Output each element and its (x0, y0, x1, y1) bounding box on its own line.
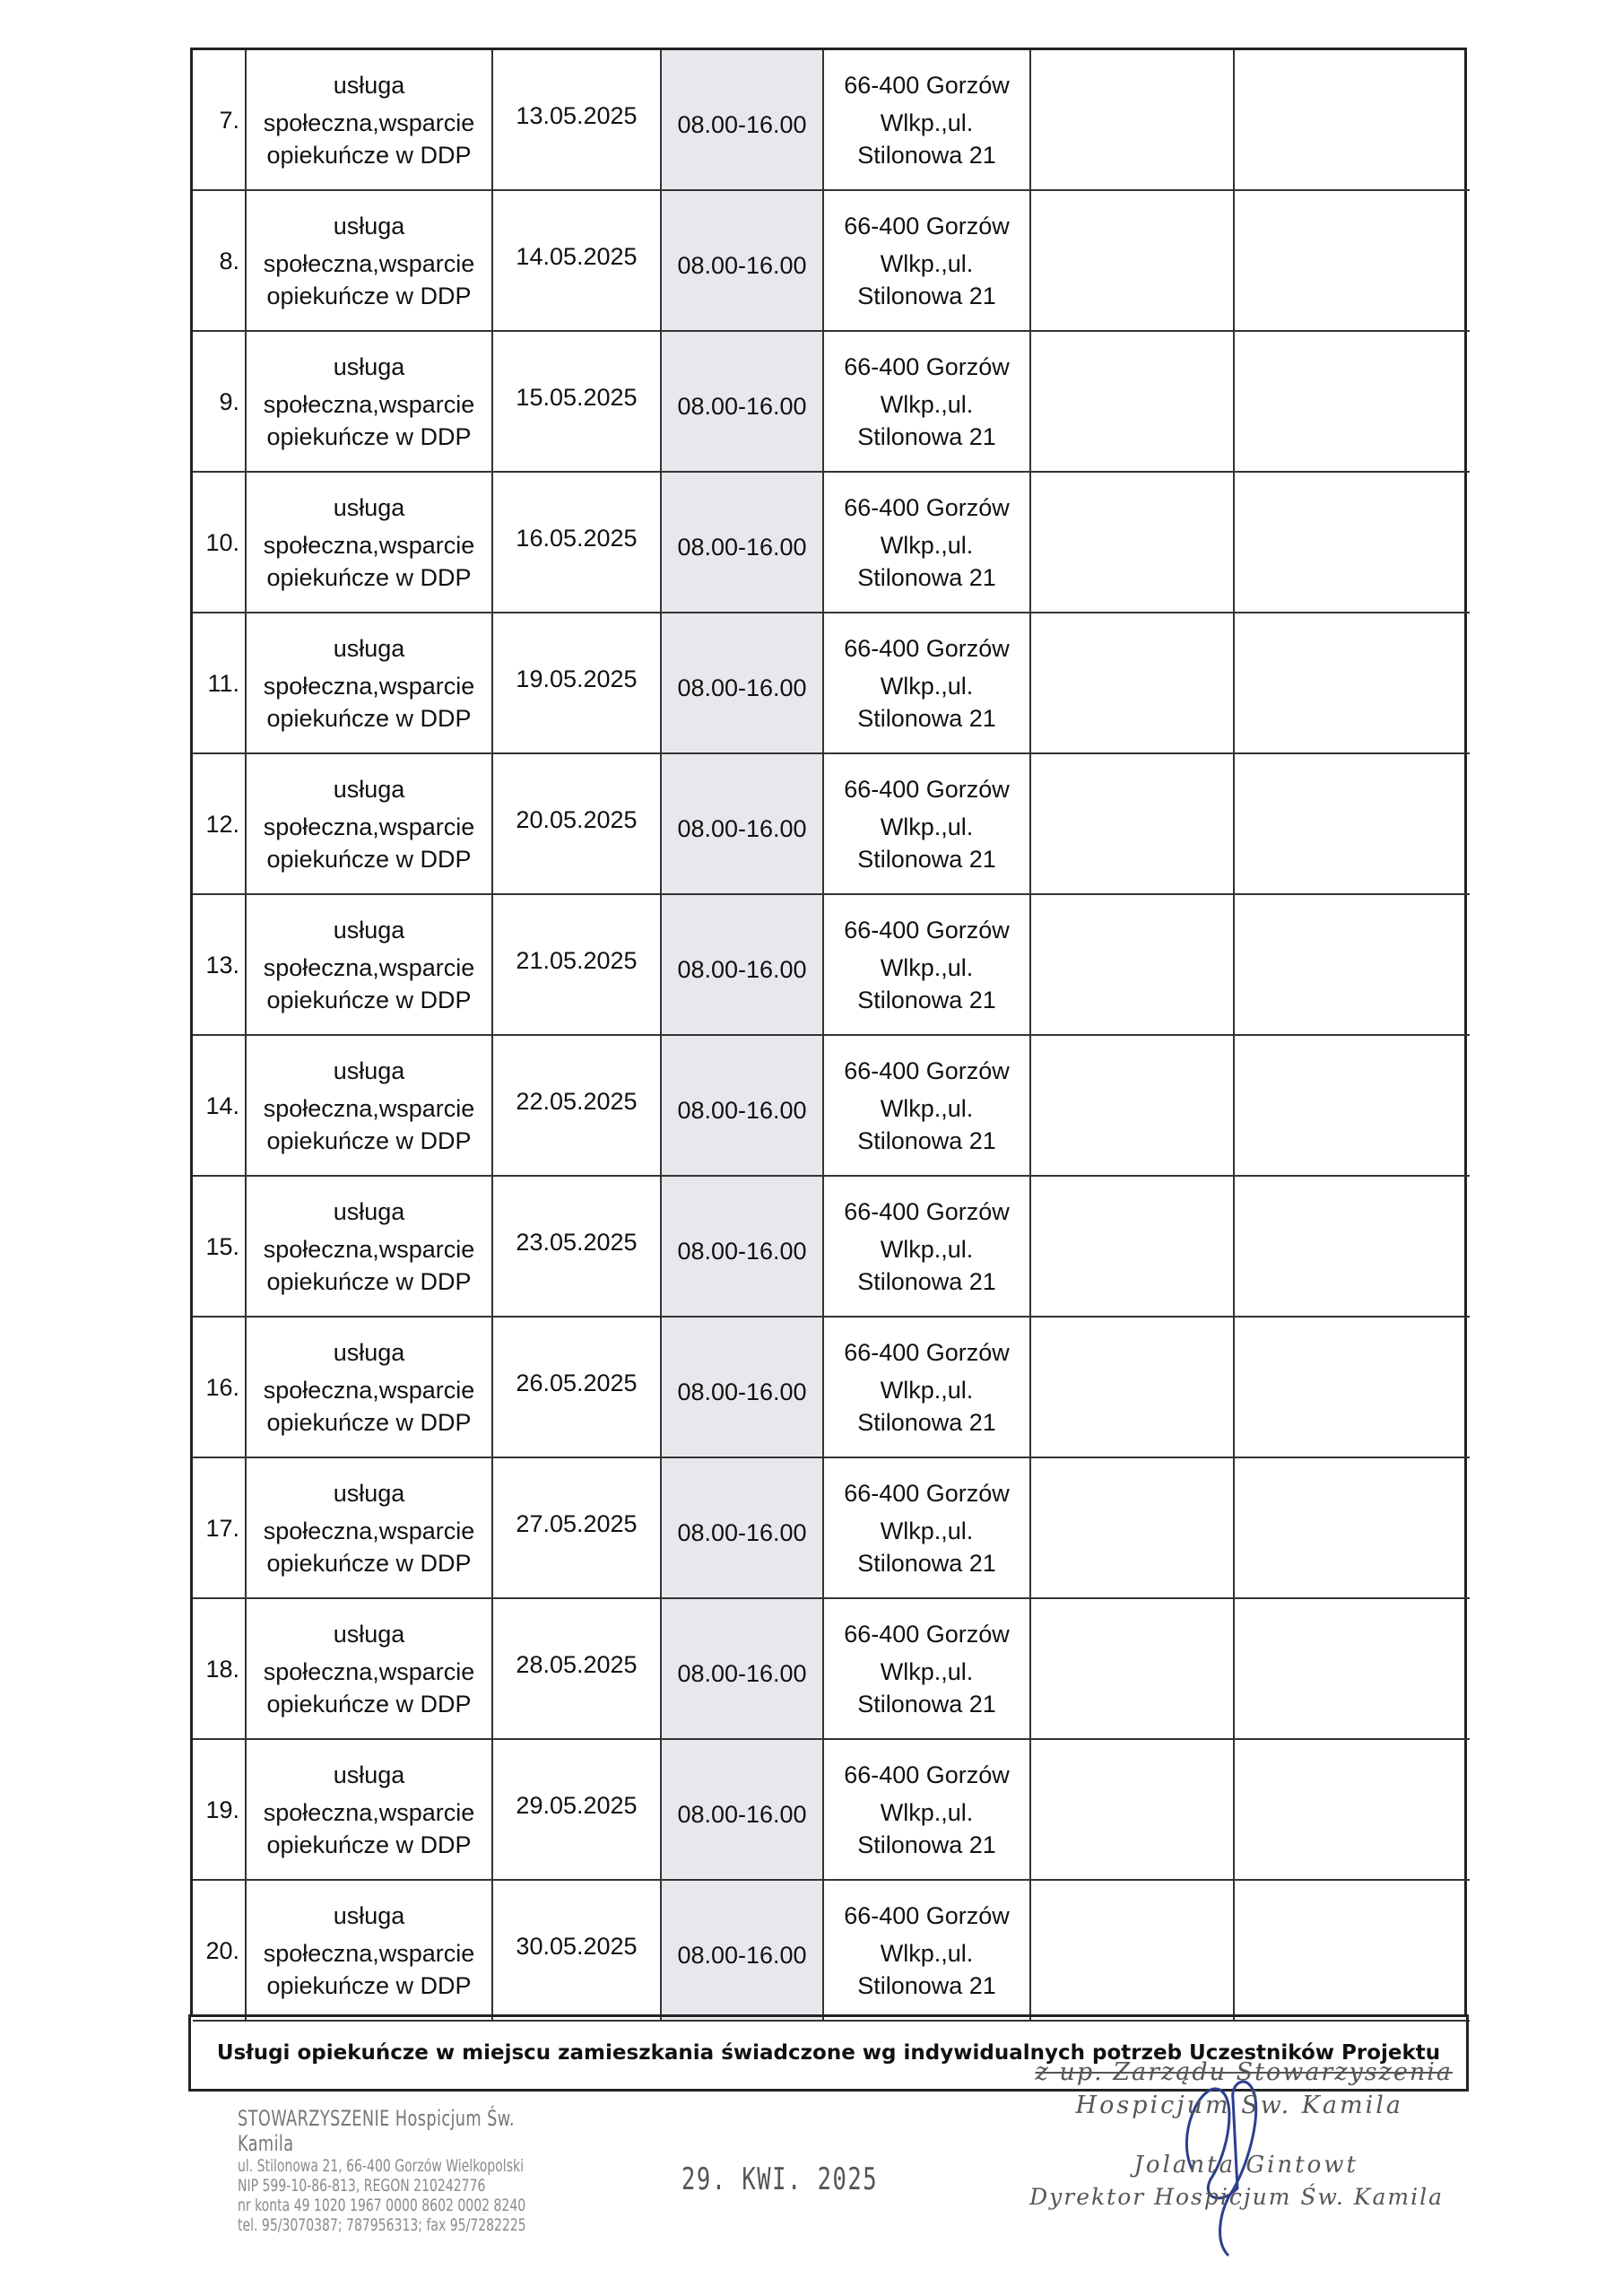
service-text-line1: usługa (333, 1197, 405, 1225)
service-text-line2: społeczna,wsparcie (263, 953, 475, 981)
empty-cell (1235, 1458, 1470, 1599)
address-line1: 66-400 Gorzów (844, 352, 1010, 380)
date-cell (493, 1036, 662, 1177)
address-cell (824, 332, 1031, 473)
stamp-phone: tel. 95/3070387; 787956313; fax 95/7282225 (238, 2215, 526, 2235)
service-text-line2: społeczna,wsparcie (263, 1376, 475, 1404)
address-line1: 66-400 Gorzów (844, 1057, 1010, 1084)
signature-line-authority: z up. Zarządu Stowarzyszenia (1035, 2058, 1453, 2086)
address-line2: Wlkp.,ul. (880, 1517, 974, 1544)
address-cell (824, 473, 1031, 613)
service-text-line3: opiekuńcze w DDP (266, 563, 472, 591)
row-number-cell (193, 1458, 247, 1599)
schedule-table (190, 48, 1467, 2014)
service-cell (247, 50, 493, 191)
service-text-line3: opiekuńcze w DDP (266, 845, 472, 873)
address-cell (824, 613, 1031, 754)
address-line3: Stilonowa 21 (857, 1549, 996, 1577)
address-line3: Stilonowa 21 (857, 1408, 996, 1436)
empty-cell (1031, 1881, 1235, 2022)
date-text: 20.05.2025 (516, 805, 638, 833)
date-text: 19.05.2025 (516, 665, 638, 692)
row-number-cell (193, 332, 247, 473)
hours-cell (662, 613, 824, 754)
empty-cell (1235, 1881, 1470, 2022)
empty-cell (1235, 1318, 1470, 1458)
hours-text: 08.00-16.00 (677, 955, 807, 983)
row-number: 10. (205, 528, 239, 556)
address-line3: Stilonowa 21 (857, 1831, 996, 1858)
address-cell (824, 1881, 1031, 2022)
service-cell (247, 191, 493, 332)
address-line3: Stilonowa 21 (857, 141, 996, 169)
service-text-line2: społeczna,wsparcie (263, 531, 475, 559)
address-line2: Wlkp.,ul. (880, 249, 974, 277)
date-cell (493, 1740, 662, 1881)
empty-cell (1235, 1177, 1470, 1318)
hours-text: 08.00-16.00 (677, 251, 807, 279)
date-text: 28.05.2025 (516, 1650, 638, 1678)
empty-cell (1031, 895, 1235, 1036)
address-line3: Stilonowa 21 (857, 563, 996, 591)
date-cell (493, 1458, 662, 1599)
address-cell (824, 895, 1031, 1036)
service-text-line2: społeczna,wsparcie (263, 1094, 475, 1122)
address-line1: 66-400 Gorzów (844, 1620, 1010, 1648)
service-text-line3: opiekuńcze w DDP (266, 1126, 472, 1154)
signature-line-org: Hospicjum Św. Kamila (1075, 2092, 1403, 2119)
organization-stamp (238, 2106, 546, 2235)
row-number: 17. (205, 1514, 239, 1542)
address-line2: Wlkp.,ul. (880, 390, 974, 418)
address-cell (824, 191, 1031, 332)
empty-cell (1031, 1177, 1235, 1318)
empty-cell (1031, 1318, 1235, 1458)
service-text-line1: usługa (333, 71, 405, 99)
row-number-cell (193, 895, 247, 1036)
row-number: 12. (205, 810, 239, 838)
date-cell (493, 332, 662, 473)
service-cell (247, 895, 493, 1036)
hours-cell (662, 191, 824, 332)
service-cell (247, 1318, 493, 1458)
date-cell (493, 613, 662, 754)
stamp-nip-regon: NIP 599-10-86-813, REGON 210242776 (238, 2176, 486, 2196)
service-text-line3: opiekuńcze w DDP (266, 1690, 472, 1718)
date-cell (493, 1599, 662, 1740)
hours-cell (662, 1458, 824, 1599)
address-line1: 66-400 Gorzów (844, 212, 1010, 239)
hours-cell (662, 1881, 824, 2022)
service-text-line1: usługa (333, 1761, 405, 1788)
service-text-line1: usługa (333, 1479, 405, 1507)
address-line2: Wlkp.,ul. (880, 1235, 974, 1263)
empty-cell (1031, 1599, 1235, 1740)
row-number-cell (193, 1177, 247, 1318)
address-line2: Wlkp.,ul. (880, 953, 974, 981)
hours-cell (662, 50, 824, 191)
row-number: 8. (219, 247, 239, 274)
service-text-line2: społeczna,wsparcie (263, 1798, 475, 1826)
date-text: 16.05.2025 (516, 524, 638, 552)
row-number-cell (193, 613, 247, 754)
address-line2: Wlkp.,ul. (880, 109, 974, 136)
empty-cell (1235, 332, 1470, 473)
empty-cell (1031, 50, 1235, 191)
address-line2: Wlkp.,ul. (880, 813, 974, 840)
date-text: 27.05.2025 (516, 1509, 638, 1537)
address-line1: 66-400 Gorzów (844, 493, 1010, 521)
service-cell (247, 754, 493, 895)
address-line1: 66-400 Gorzów (844, 1197, 1010, 1225)
service-text-line3: opiekuńcze w DDP (266, 704, 472, 732)
service-cell (247, 1881, 493, 2022)
signature-line-title: Dyrektor Hospicjum Św. Kamila (1029, 2184, 1444, 2210)
address-line2: Wlkp.,ul. (880, 1094, 974, 1122)
row-number: 16. (205, 1373, 239, 1401)
stamp-account: nr konta 49 1020 1967 0000 8602 0002 8240 (238, 2196, 526, 2215)
service-text-line1: usługa (333, 1620, 405, 1648)
address-line1: 66-400 Gorzów (844, 634, 1010, 662)
address-line2: Wlkp.,ul. (880, 1939, 974, 1967)
row-number-cell (193, 1599, 247, 1740)
address-cell (824, 50, 1031, 191)
row-number: 9. (219, 387, 239, 415)
address-line3: Stilonowa 21 (857, 1126, 996, 1154)
hours-cell (662, 1177, 824, 1318)
empty-cell (1235, 1036, 1470, 1177)
empty-cell (1235, 473, 1470, 613)
empty-cell (1235, 1740, 1470, 1881)
service-text-line1: usługa (333, 775, 405, 803)
service-text-line1: usługa (333, 634, 405, 662)
service-text-line2: społeczna,wsparcie (263, 1235, 475, 1263)
empty-cell (1235, 50, 1470, 191)
row-number-cell (193, 1881, 247, 2022)
hours-cell (662, 1318, 824, 1458)
date-text: 23.05.2025 (516, 1228, 638, 1256)
service-text-line3: opiekuńcze w DDP (266, 141, 472, 169)
empty-cell (1031, 1036, 1235, 1177)
address-cell (824, 1177, 1031, 1318)
row-number-cell (193, 1036, 247, 1177)
hours-text: 08.00-16.00 (677, 1096, 807, 1124)
hours-cell (662, 1036, 824, 1177)
address-line3: Stilonowa 21 (857, 704, 996, 732)
row-number: 20. (205, 1936, 239, 1964)
address-cell (824, 1036, 1031, 1177)
empty-cell (1031, 1740, 1235, 1881)
date-text: 22.05.2025 (516, 1087, 638, 1115)
service-cell (247, 1177, 493, 1318)
date-cell (493, 754, 662, 895)
signature-block (986, 2058, 1453, 2210)
hours-text: 08.00-16.00 (677, 1237, 807, 1265)
address-line2: Wlkp.,ul. (880, 672, 974, 700)
date-text: 26.05.2025 (516, 1369, 638, 1396)
empty-cell (1031, 473, 1235, 613)
date-cell (493, 895, 662, 1036)
service-cell (247, 1458, 493, 1599)
row-number-cell (193, 50, 247, 191)
service-text-line1: usługa (333, 1901, 405, 1929)
row-number: 13. (205, 951, 239, 978)
service-text-line3: opiekuńcze w DDP (266, 1549, 472, 1577)
row-number-cell (193, 754, 247, 895)
hours-text: 08.00-16.00 (677, 533, 807, 561)
empty-cell (1031, 191, 1235, 332)
address-line2: Wlkp.,ul. (880, 531, 974, 559)
row-number-cell (193, 473, 247, 613)
hours-cell (662, 473, 824, 613)
address-line1: 66-400 Gorzów (844, 1479, 1010, 1507)
service-text-line1: usługa (333, 352, 405, 380)
hours-cell (662, 754, 824, 895)
empty-cell (1031, 754, 1235, 895)
address-line1: 66-400 Gorzów (844, 71, 1010, 99)
service-text-line2: społeczna,wsparcie (263, 813, 475, 840)
signature-line-name: Jolanta Gintowt (1133, 2152, 1358, 2179)
service-cell (247, 1036, 493, 1177)
empty-cell (1235, 895, 1470, 1036)
address-line1: 66-400 Gorzów (844, 1338, 1010, 1366)
row-number-cell (193, 191, 247, 332)
service-text-line3: opiekuńcze w DDP (266, 1267, 472, 1295)
service-text-line3: opiekuńcze w DDP (266, 1971, 472, 1999)
row-number: 11. (207, 669, 239, 697)
empty-cell (1235, 191, 1470, 332)
hours-text: 08.00-16.00 (677, 1518, 807, 1546)
date-cell (493, 1881, 662, 2022)
address-line3: Stilonowa 21 (857, 282, 996, 309)
service-text-line1: usługa (333, 493, 405, 521)
empty-cell (1235, 1599, 1470, 1740)
stamp-org-name: STOWARZYSZENIE Hospicjum Św. Kamila (238, 2106, 515, 2156)
service-text-line1: usługa (333, 1338, 405, 1366)
row-number-cell (193, 1318, 247, 1458)
address-line2: Wlkp.,ul. (880, 1798, 974, 1826)
hours-text: 08.00-16.00 (677, 1941, 807, 1969)
address-line2: Wlkp.,ul. (880, 1376, 974, 1404)
footer-row-text: Usługi opiekuńcze w miejscu zamieszkania świadczone wg indywidualnych potrzeb Uczestników Projektu (216, 2041, 1441, 2065)
row-number: 15. (205, 1232, 239, 1260)
address-cell (824, 754, 1031, 895)
hours-text: 08.00-16.00 (677, 392, 807, 420)
row-number: 19. (205, 1796, 239, 1823)
hours-text: 08.00-16.00 (677, 1659, 807, 1687)
row-number: 7. (219, 106, 239, 134)
hours-text: 08.00-16.00 (677, 674, 807, 701)
service-text-line2: społeczna,wsparcie (263, 1939, 475, 1967)
hours-cell (662, 1599, 824, 1740)
service-cell (247, 1599, 493, 1740)
hours-cell (662, 895, 824, 1036)
date-cell (493, 191, 662, 332)
date-text: 30.05.2025 (516, 1932, 638, 1960)
service-text-line2: społeczna,wsparcie (263, 1517, 475, 1544)
empty-cell (1031, 613, 1235, 754)
empty-cell (1235, 754, 1470, 895)
hours-text: 08.00-16.00 (677, 1378, 807, 1405)
row-number: 18. (205, 1655, 239, 1683)
empty-cell (1031, 1458, 1235, 1599)
stamp-address: ul. Stilonowa 21, 66-400 Gorzów Wielkopolski (238, 2156, 525, 2176)
date-cell (493, 473, 662, 613)
date-text: 15.05.2025 (516, 383, 638, 411)
service-text-line1: usługa (333, 212, 405, 239)
address-line1: 66-400 Gorzów (844, 1761, 1010, 1788)
address-line2: Wlkp.,ul. (880, 1657, 974, 1685)
service-text-line2: społeczna,wsparcie (263, 249, 475, 277)
service-text-line1: usługa (333, 916, 405, 944)
date-text: 14.05.2025 (516, 242, 638, 270)
service-text-line3: opiekuńcze w DDP (266, 422, 472, 450)
hours-text: 08.00-16.00 (677, 110, 807, 138)
date-cell (493, 1177, 662, 1318)
address-cell (824, 1740, 1031, 1881)
service-text-line2: społeczna,wsparcie (263, 1657, 475, 1685)
address-line1: 66-400 Gorzów (844, 1901, 1010, 1929)
address-line3: Stilonowa 21 (857, 422, 996, 450)
address-line3: Stilonowa 21 (857, 845, 996, 873)
date-text: 21.05.2025 (516, 946, 638, 974)
address-line3: Stilonowa 21 (857, 1971, 996, 1999)
date-text: 29.05.2025 (516, 1791, 638, 1819)
service-text-line3: opiekuńcze w DDP (266, 986, 472, 1013)
service-cell (247, 613, 493, 754)
service-text-line3: opiekuńcze w DDP (266, 1831, 472, 1858)
row-number-cell (193, 1740, 247, 1881)
address-line1: 66-400 Gorzów (844, 775, 1010, 803)
row-number: 14. (205, 1091, 239, 1119)
address-line1: 66-400 Gorzów (844, 916, 1010, 944)
hours-text: 08.00-16.00 (677, 814, 807, 842)
address-cell (824, 1318, 1031, 1458)
empty-cell (1031, 332, 1235, 473)
service-text-line2: społeczna,wsparcie (263, 390, 475, 418)
service-text-line3: opiekuńcze w DDP (266, 282, 472, 309)
hours-cell (662, 1740, 824, 1881)
date-cell (493, 50, 662, 191)
address-line3: Stilonowa 21 (857, 1690, 996, 1718)
service-text-line2: społeczna,wsparcie (263, 109, 475, 136)
date-text: 13.05.2025 (516, 101, 638, 129)
address-line3: Stilonowa 21 (857, 1267, 996, 1295)
hours-cell (662, 332, 824, 473)
service-cell (247, 473, 493, 613)
hours-text: 08.00-16.00 (677, 1800, 807, 1828)
service-cell (247, 332, 493, 473)
service-text-line3: opiekuńcze w DDP (266, 1408, 472, 1436)
address-line3: Stilonowa 21 (857, 986, 996, 1013)
service-text-line1: usługa (333, 1057, 405, 1084)
service-text-line2: społeczna,wsparcie (263, 672, 475, 700)
date-cell (493, 1318, 662, 1458)
date-stamp: 29. KWI. 2025 (681, 2161, 879, 2197)
service-cell (247, 1740, 493, 1881)
address-cell (824, 1458, 1031, 1599)
address-cell (824, 1599, 1031, 1740)
empty-cell (1235, 613, 1470, 754)
